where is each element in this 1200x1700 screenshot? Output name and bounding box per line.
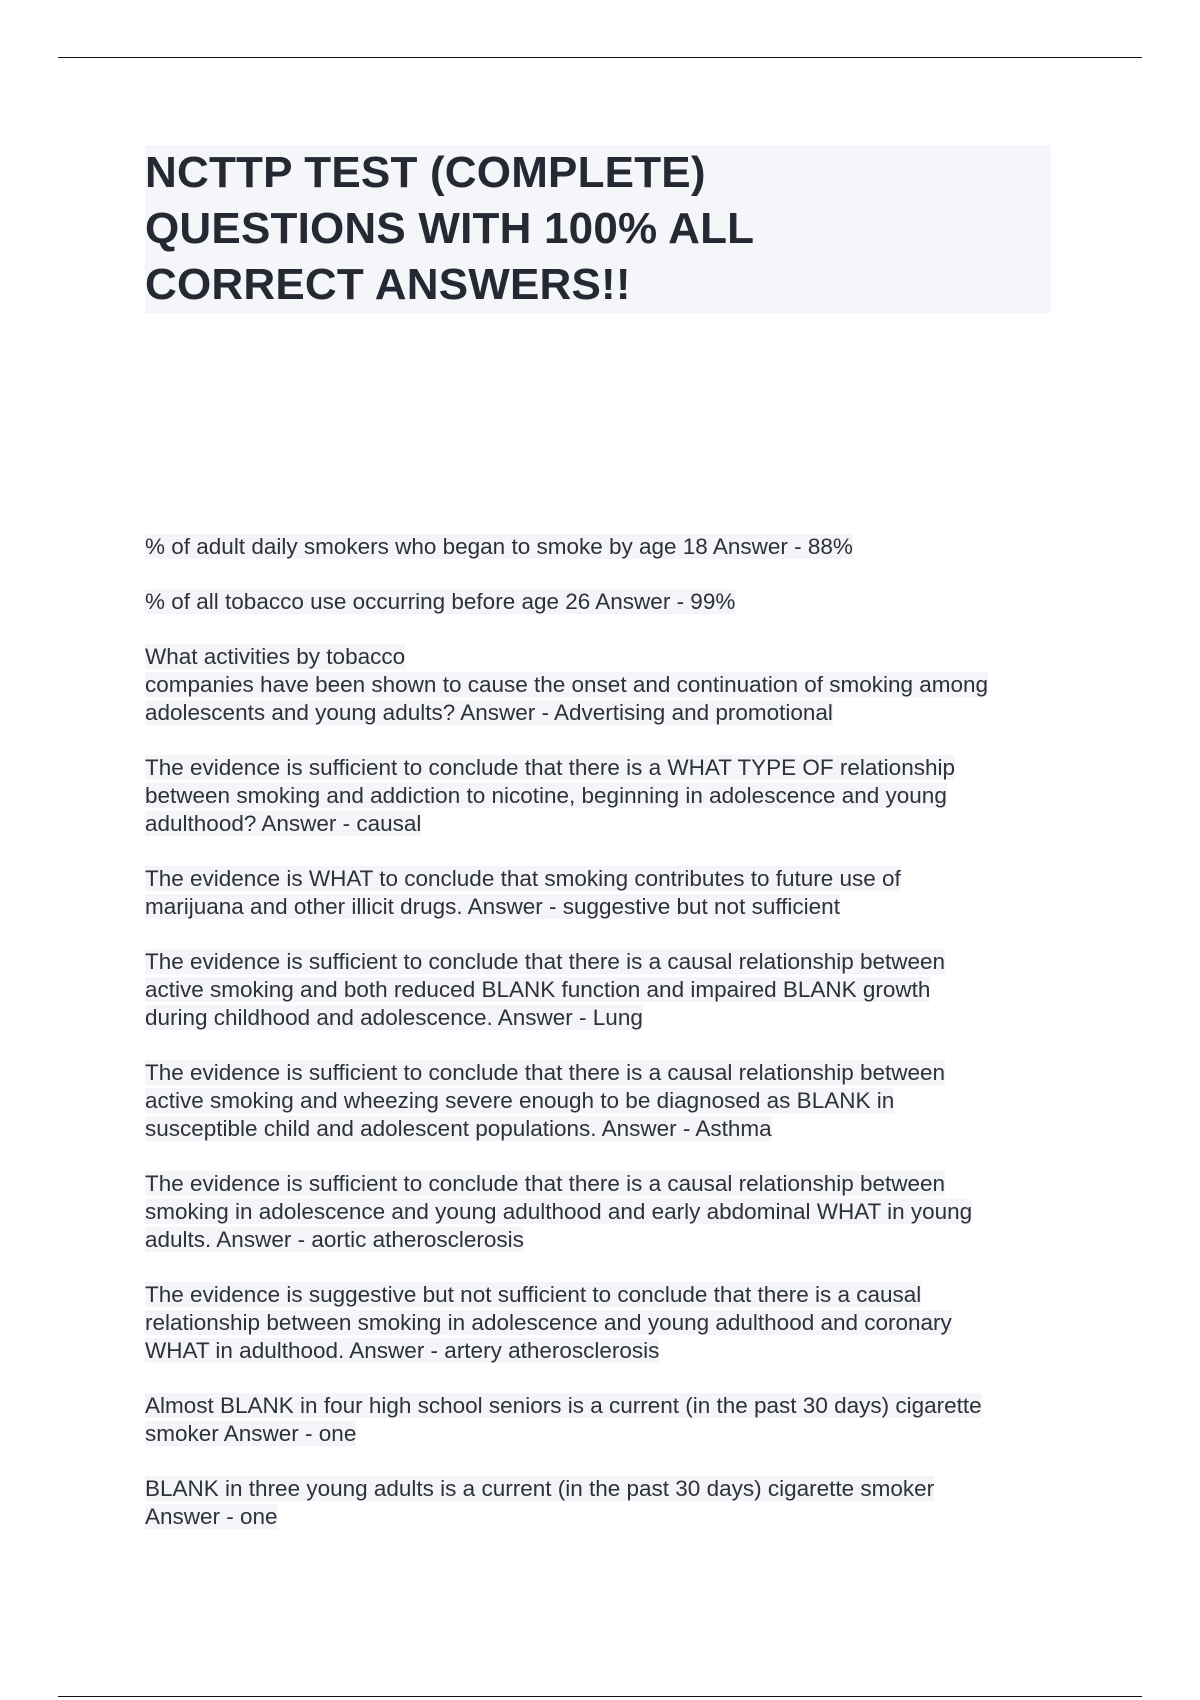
qa-item [145, 533, 1065, 561]
qa-text: The evidence is suggestive but not sufficient to conclude that there is a causal [145, 1282, 922, 1307]
qa-line [145, 1392, 1065, 1420]
qa-line [145, 1115, 1065, 1143]
qa-text: The evidence is sufficient to conclude that there is a causal relationship between [145, 1060, 946, 1085]
qa-line [145, 1309, 1065, 1337]
qa-item [145, 1170, 1065, 1254]
qa-line [145, 1475, 1065, 1503]
qa-text: susceptible child and adolescent populations. Answer - Asthma [145, 1116, 772, 1141]
qa-text: % of all tobacco use occurring before age 26 Answer - 99% [145, 589, 736, 614]
qa-item [145, 1475, 1065, 1531]
qa-item [145, 1059, 1065, 1143]
qa-line [145, 1059, 1065, 1087]
qa-line [145, 948, 1065, 976]
qa-text: relationship between smoking in adolescence and young adulthood and coronary [145, 1310, 952, 1335]
title-line: CORRECT ANSWERS!! [145, 260, 631, 309]
qa-item [145, 754, 1065, 838]
qa-item [145, 948, 1065, 1032]
qa-text: marijuana and other illicit drugs. Answer - suggestive but not sufficient [145, 894, 840, 919]
qa-item [145, 643, 1065, 727]
question-answer-list [145, 533, 1065, 1558]
qa-line [145, 810, 1065, 838]
qa-text: adulthood? Answer - causal [145, 811, 422, 836]
qa-line [145, 643, 1065, 671]
qa-line [145, 1170, 1065, 1198]
qa-line [145, 671, 1065, 699]
title-line: NCTTP TEST (COMPLETE) [145, 148, 706, 197]
qa-item [145, 865, 1065, 921]
qa-line [145, 754, 1065, 782]
qa-line [145, 1004, 1065, 1032]
qa-text: What activities by tobacco [145, 644, 406, 669]
qa-line [145, 1503, 1065, 1531]
qa-text: between smoking and addiction to nicotine, beginning in adolescence and young [145, 783, 947, 808]
qa-text: Answer - one [145, 1504, 278, 1529]
qa-text: WHAT in adulthood. Answer - artery atherosclerosis [145, 1338, 660, 1363]
qa-item [145, 1281, 1065, 1365]
qa-line [145, 699, 1065, 727]
qa-text: The evidence is sufficient to conclude that there is a WHAT TYPE OF relationship [145, 755, 955, 780]
qa-text: smoking in adolescence and young adulthood and early abdominal WHAT in young [145, 1199, 973, 1224]
qa-text: The evidence is sufficient to conclude that there is a causal relationship between [145, 1171, 946, 1196]
footer-rule [58, 1696, 1142, 1697]
qa-line [145, 588, 1065, 616]
qa-text: smoker Answer - one [145, 1421, 357, 1446]
qa-text: % of adult daily smokers who began to smoke by age 18 Answer - 88% [145, 534, 853, 559]
qa-line [145, 865, 1065, 893]
qa-line [145, 533, 1065, 561]
qa-line [145, 1198, 1065, 1226]
qa-text: adults. Answer - aortic atherosclerosis [145, 1227, 524, 1252]
qa-line [145, 1087, 1065, 1115]
header-rule [58, 57, 1142, 58]
qa-text: The evidence is WHAT to conclude that smoking contributes to future use of [145, 866, 901, 891]
qa-line [145, 976, 1065, 1004]
qa-line [145, 782, 1065, 810]
qa-line [145, 893, 1065, 921]
qa-text: companies have been shown to cause the onset and continuation of smoking among [145, 672, 989, 697]
qa-item [145, 588, 1065, 616]
qa-line [145, 1226, 1065, 1254]
title-line: QUESTIONS WITH 100% ALL [145, 204, 755, 253]
qa-text: BLANK in three young adults is a current (in the past 30 days) cigarette smoker [145, 1476, 935, 1501]
qa-text: active smoking and both reduced BLANK function and impaired BLANK growth [145, 977, 931, 1002]
document-title [145, 145, 1051, 313]
qa-text: Almost BLANK in four high school seniors is a current (in the past 30 days) cigarette [145, 1393, 982, 1418]
qa-text: adolescents and young adults? Answer - Advertising and promotional [145, 700, 833, 725]
qa-text: The evidence is sufficient to conclude that there is a causal relationship between [145, 949, 946, 974]
qa-line [145, 1337, 1065, 1365]
qa-text: during childhood and adolescence. Answer - Lung [145, 1005, 643, 1030]
qa-text: active smoking and wheezing severe enough to be diagnosed as BLANK in [145, 1088, 895, 1113]
qa-item [145, 1392, 1065, 1448]
qa-line [145, 1281, 1065, 1309]
qa-line [145, 1420, 1065, 1448]
